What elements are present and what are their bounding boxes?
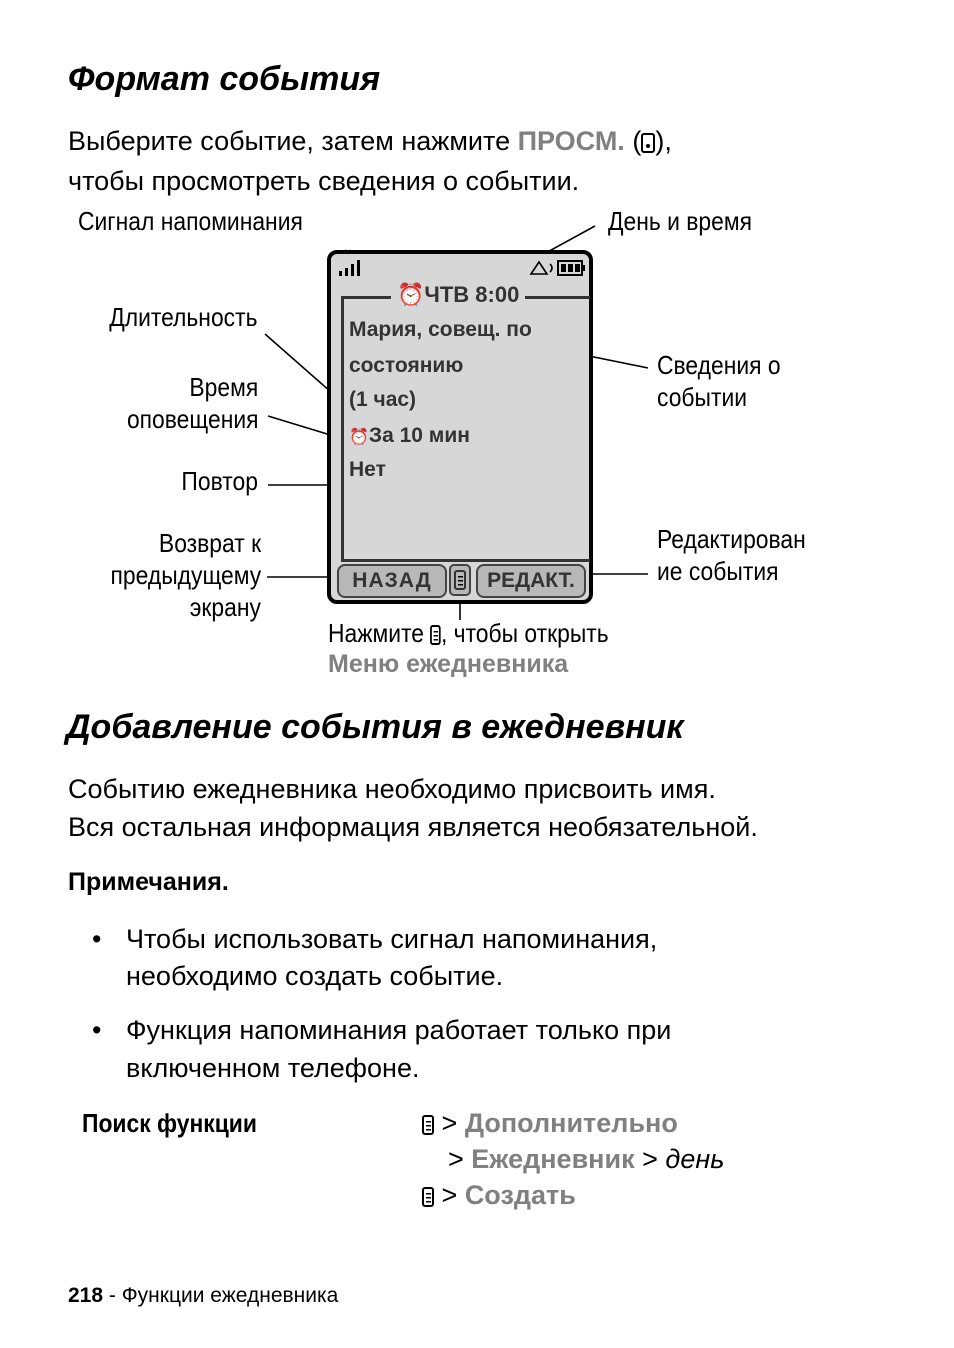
- path-separator: >: [642, 1144, 658, 1174]
- screen-line-alert-text: За 10 мин: [368, 424, 470, 447]
- bullet-1-line-2: необходимо создать событие.: [126, 961, 504, 991]
- label-repeat: Повтор: [181, 466, 258, 496]
- find-path-line-2: [448, 1144, 724, 1175]
- path-day: день: [665, 1144, 725, 1174]
- label-alert-time-2: оповещения: [126, 404, 258, 434]
- paren-close: ),: [655, 126, 672, 156]
- screen-header: [391, 282, 525, 308]
- menu-key-icon: [422, 1187, 434, 1207]
- path-more: Дополнительно: [464, 1108, 678, 1138]
- battery-icon: [557, 258, 587, 278]
- label-edit-2: ие события: [657, 556, 779, 586]
- ringer-icon: [527, 258, 557, 278]
- notes-title: Примечания.: [68, 868, 229, 896]
- bullet-1-marker: •: [92, 924, 102, 954]
- view-key-label: ПРОСМ.: [517, 126, 625, 156]
- find-path-line-3: [422, 1180, 576, 1211]
- label-back-2: предыдущему: [110, 560, 261, 590]
- small-alarm-icon: ⏰: [349, 429, 369, 446]
- label-edit-1: Редактирован: [657, 524, 806, 554]
- page-footer: [68, 1284, 338, 1308]
- screen-header-text: ЧТВ 8:00: [424, 282, 520, 307]
- screen-line-duration: (1 час): [349, 388, 417, 411]
- menu-key-icon: [430, 625, 441, 645]
- add-event-line-2: Вся остальная информация является необязательной.: [68, 812, 758, 842]
- page-number: 218: [68, 1284, 104, 1307]
- bullet-1-line-1: Чтобы использовать сигнал напоминания,: [126, 924, 658, 954]
- path-separator: >: [441, 1180, 458, 1210]
- add-event-line-1: Событию ежедневника необходимо присвоить имя.: [68, 774, 716, 804]
- bullet-2-line-2: включенном телефоне.: [126, 1053, 420, 1083]
- label-menu-name: Меню ежедневника: [328, 650, 569, 678]
- intro-text: Выберите событие, затем нажмите: [68, 126, 511, 156]
- bullet-2-marker: •: [92, 1015, 102, 1045]
- label-duration: Длительность: [109, 302, 258, 332]
- label-daytime: День и время: [608, 206, 753, 236]
- phone-screen: [327, 250, 593, 604]
- path-separator: >: [441, 1108, 458, 1138]
- path-datebook: Ежедневник: [471, 1144, 635, 1174]
- soft-key-back[interactable]: НАЗАД: [337, 564, 447, 598]
- section-title-add-event: Добавление события в ежедневник: [66, 708, 684, 746]
- alarm-clock-icon: ⏰: [397, 282, 425, 307]
- signal-strength-icon: [337, 258, 377, 278]
- label-details-1: Сведения о: [657, 350, 781, 380]
- screen-line-alert: [349, 424, 470, 448]
- intro-line-2: чтобы просмотреть сведения о событии.: [68, 166, 580, 196]
- label-alert-time-1: Время: [189, 372, 258, 402]
- find-feature-label: Поиск функции: [82, 1108, 257, 1138]
- screen-line-title-2: состоянию: [349, 354, 464, 377]
- path-separator: >: [448, 1144, 464, 1174]
- menu-icon: [454, 570, 466, 590]
- label-details-2: событии: [657, 382, 748, 412]
- label-back-1: Возврат к: [158, 528, 261, 558]
- menu-key-icon: [422, 1115, 434, 1135]
- screen-line-repeat: Нет: [349, 458, 386, 481]
- soft-key-edit[interactable]: РЕДАКТ.: [476, 564, 586, 598]
- screen-line-title: Мария, совещ. по: [349, 318, 532, 341]
- footer-section: - Функции ежедневника: [103, 1284, 339, 1307]
- label-back-3: экрану: [189, 592, 261, 622]
- label-press-menu: [328, 618, 609, 649]
- path-create: Создать: [464, 1180, 576, 1210]
- section-title-event-format: Формат события: [68, 60, 381, 98]
- label-reminder: Сигнал напоминания: [78, 206, 303, 236]
- find-path-line-1: [422, 1108, 678, 1139]
- paren-open: (: [632, 126, 642, 156]
- bullet-2-line-1: Функция напоминания работает только при: [126, 1015, 672, 1045]
- press-prefix: Нажмите: [328, 618, 425, 648]
- menu-soft-key[interactable]: [449, 564, 471, 596]
- press-suffix: , чтобы открыть: [440, 618, 609, 648]
